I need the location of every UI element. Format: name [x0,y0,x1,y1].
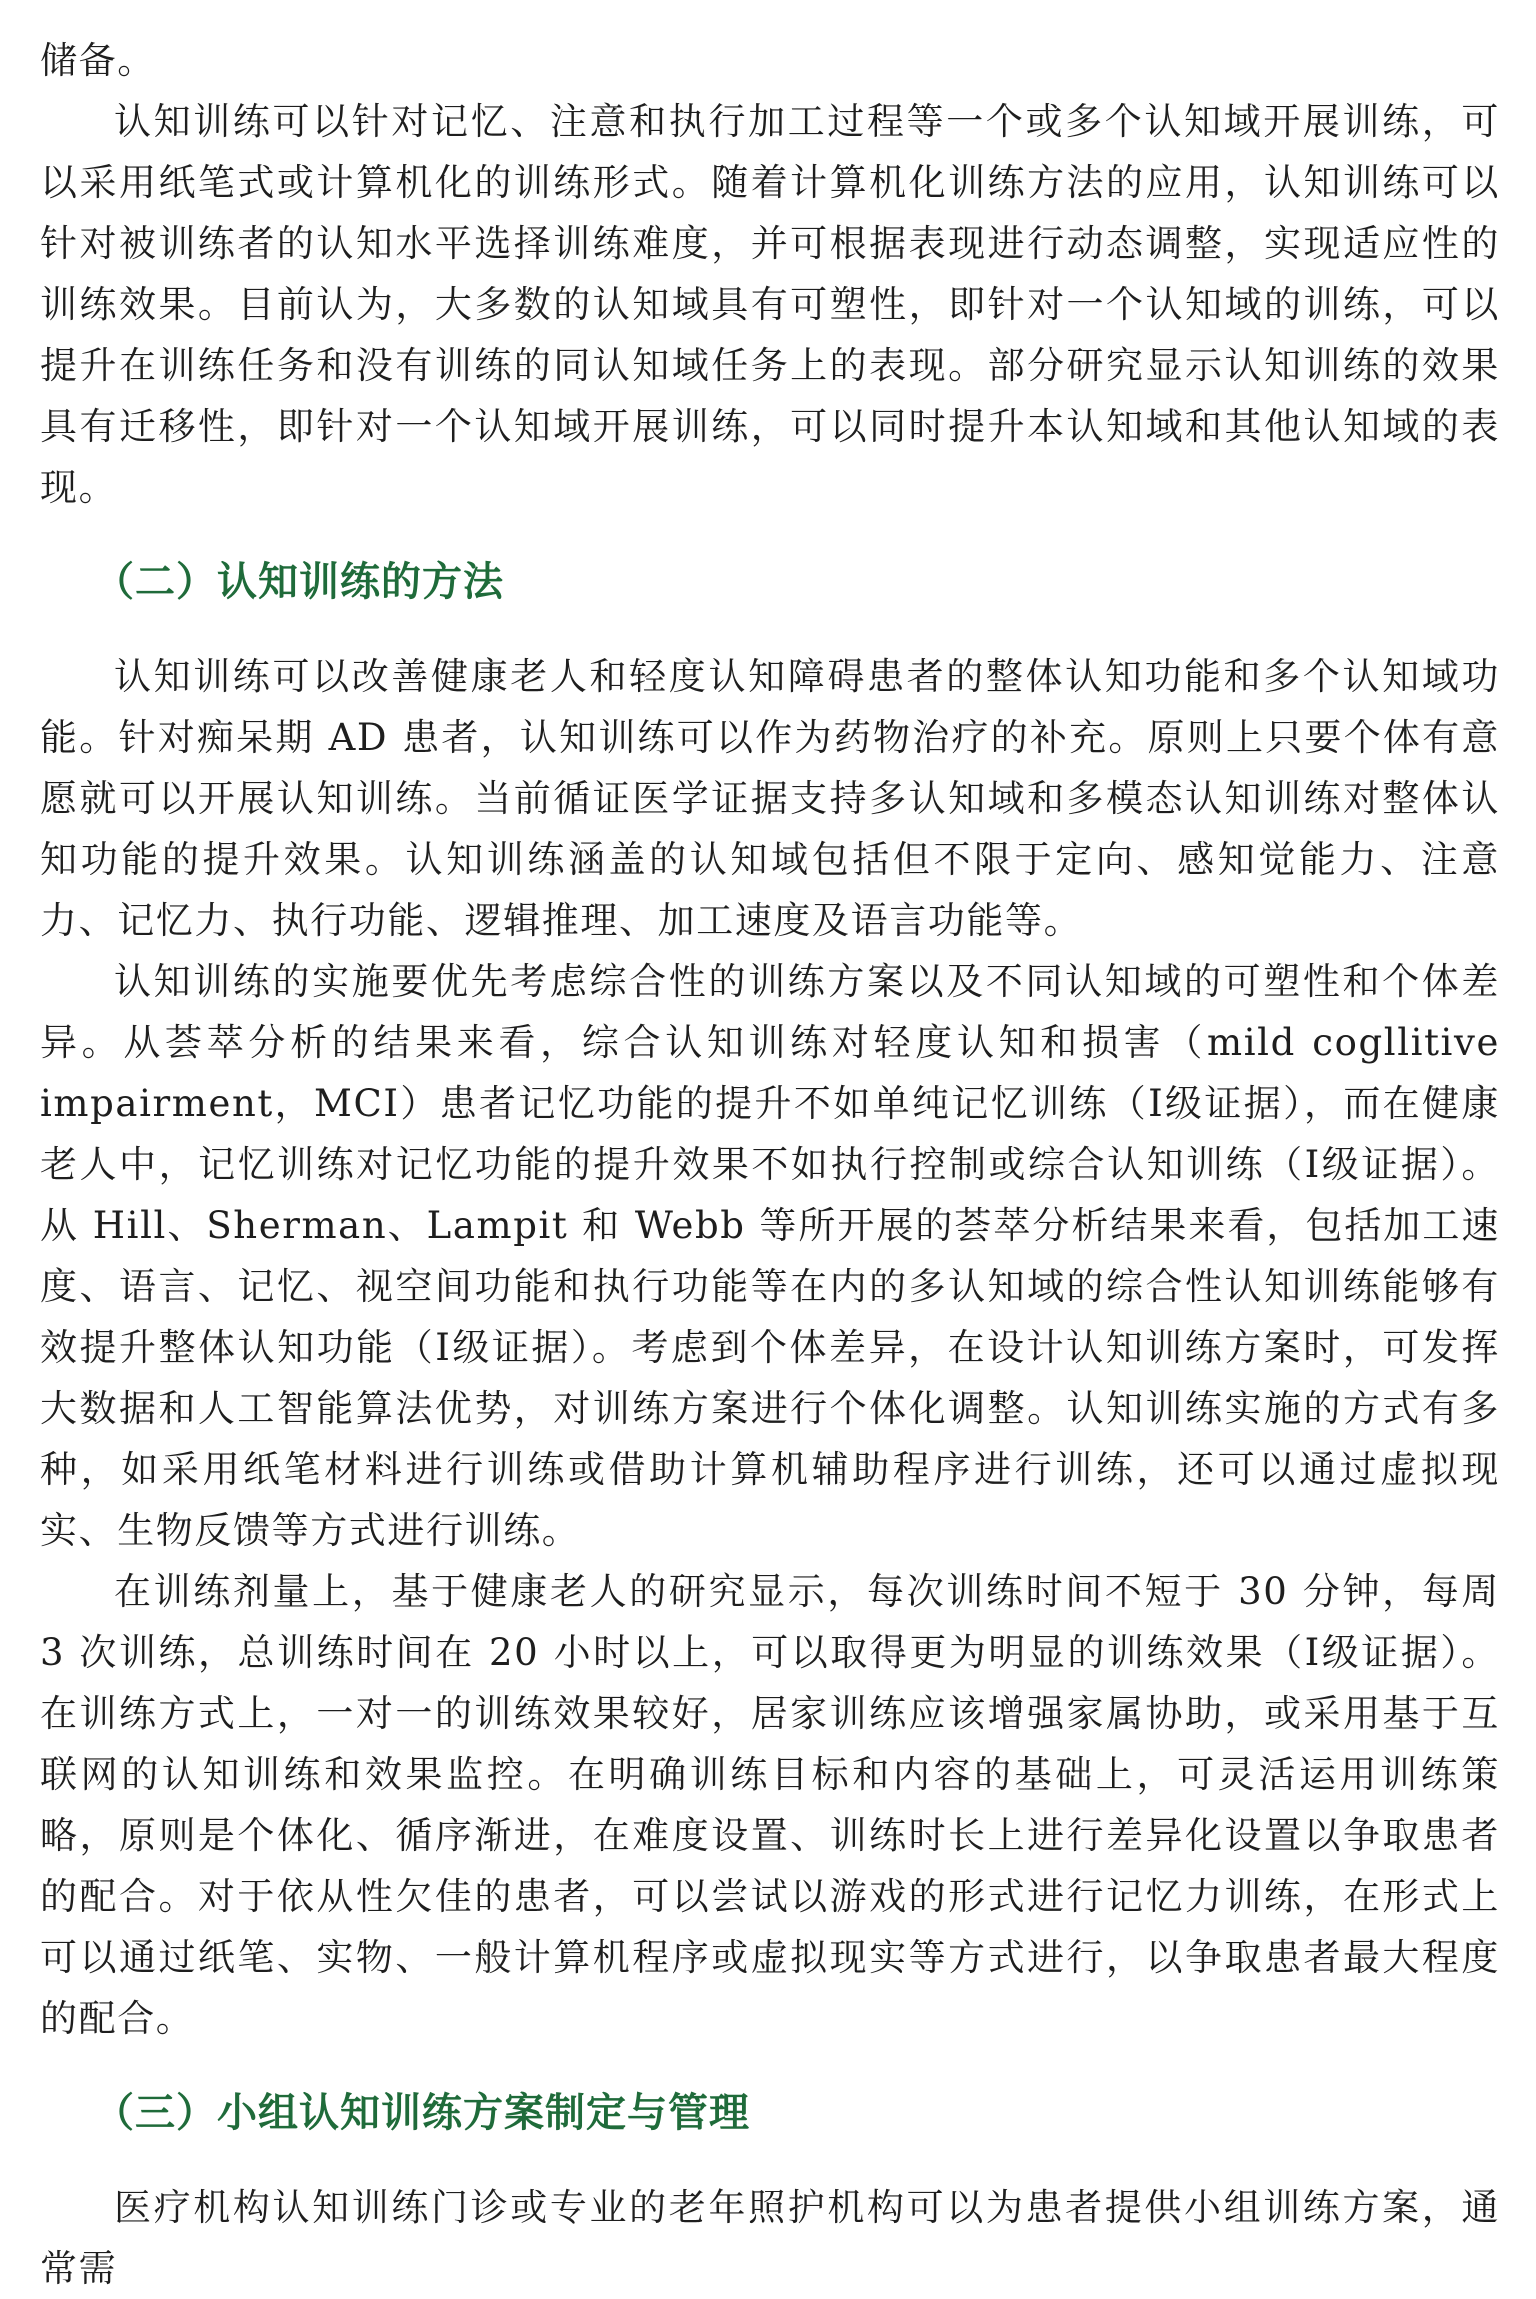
paragraph-group-training: 医疗机构认知训练门诊或专业的老年照护机构可以为患者提供小组训练方案，通常需 [40,2186,1500,2290]
section-heading-training-methods: （二）认知训练的方法 [94,559,504,605]
paragraph-training-benefits: 认知训练可以改善健康老人和轻度认知障碍患者的整体认知功能和多个认知域功能。针对痴呆期 AD 患者，认知训练可以作为药物治疗的补充。原则上只要个体有意愿就可以开展认知训练。当前循证医学证据支持多认知域和多模态认知训练对整体认知功能的提升效果。认知训练涵盖的认知域包括但不限于定向、感知觉能力、注意力、记忆力、执行功能、逻辑推理、加工速度及语言功能等。 [40,655,1500,942]
section-heading-group-training: （三）小组认知训练方案制定与管理 [94,2090,750,2136]
continuation-paragraph: 储备。 [40,39,156,82]
paragraph-training-dosage: 在训练剂量上，基于健康老人的研究显示，每次训练时间不短于 30 分钟，每周 3 次训练，总训练时间在 20 小时以上，可以取得更为明显的训练效果（Ⅰ级证据）。在训练方式上，一对一的训练效果较好，居家训练应该增强家属协助，或采用基于互联网的认知训练和效果监控。在明确训练目标和内容的基础上，可灵活运用训练策略，原则是个体化、循序渐进，在难度设置、训练时长上进行差异化设置以争取患者的配合。对于依从性欠佳的患者，可以尝试以游戏的形式进行记忆力训练，在形式上可以通过纸笔、实物、一般计算机程序或虚拟现实等方式进行，以争取患者最大程度的配合。 [40,1570,1500,2040]
document-page [40,30,1500,2299]
paragraph-cognitive-training-domains: 认知训练可以针对记忆、注意和执行加工过程等一个或多个认知域开展训练，可以采用纸笔式或计算机化的训练形式。随着计算机化训练方法的应用，认知训练可以针对被训练者的认知水平选择训练难度，并可根据表现进行动态调整，实现适应性的训练效果。目前认为，大多数的认知域具有可塑性，即针对一个认知域的训练，可以提升在训练任务和没有训练的同认知域任务上的表现。部分研究显示认知训练的效果具有迁移性，即针对一个认知域开展训练，可以同时提升本认知域和其他认知域的表现。 [40,100,1500,509]
paragraph-training-implementation: 认知训练的实施要优先考虑综合性的训练方案以及不同认知域的可塑性和个体差异。从荟萃分析的结果来看，综合认知训练对轻度认知和损害（mild cogllitive impairment，MCI）患者记忆功能的提升不如单纯记忆训练（Ⅰ级证据），而在健康老人中，记忆训练对记忆功能的提升效果不如执行控制或综合认知训练（Ⅰ级证据）。从 Hill、Sherman、Lampit 和 Webb 等所开展的荟萃分析结果来看，包括加工速度、语言、记忆、视空间功能和执行功能等在内的多认知域的综合性认知训练能够有效提升整体认知功能（Ⅰ级证据）。考虑到个体差异，在设计认知训练方案时，可发挥大数据和人工智能算法优势，对训练方案进行个体化调整。认知训练实施的方式有多种，如采用纸笔材料进行训练或借助计算机辅助程序进行训练，还可以通过虚拟现实、生物反馈等方式进行训练。 [40,960,1500,1552]
